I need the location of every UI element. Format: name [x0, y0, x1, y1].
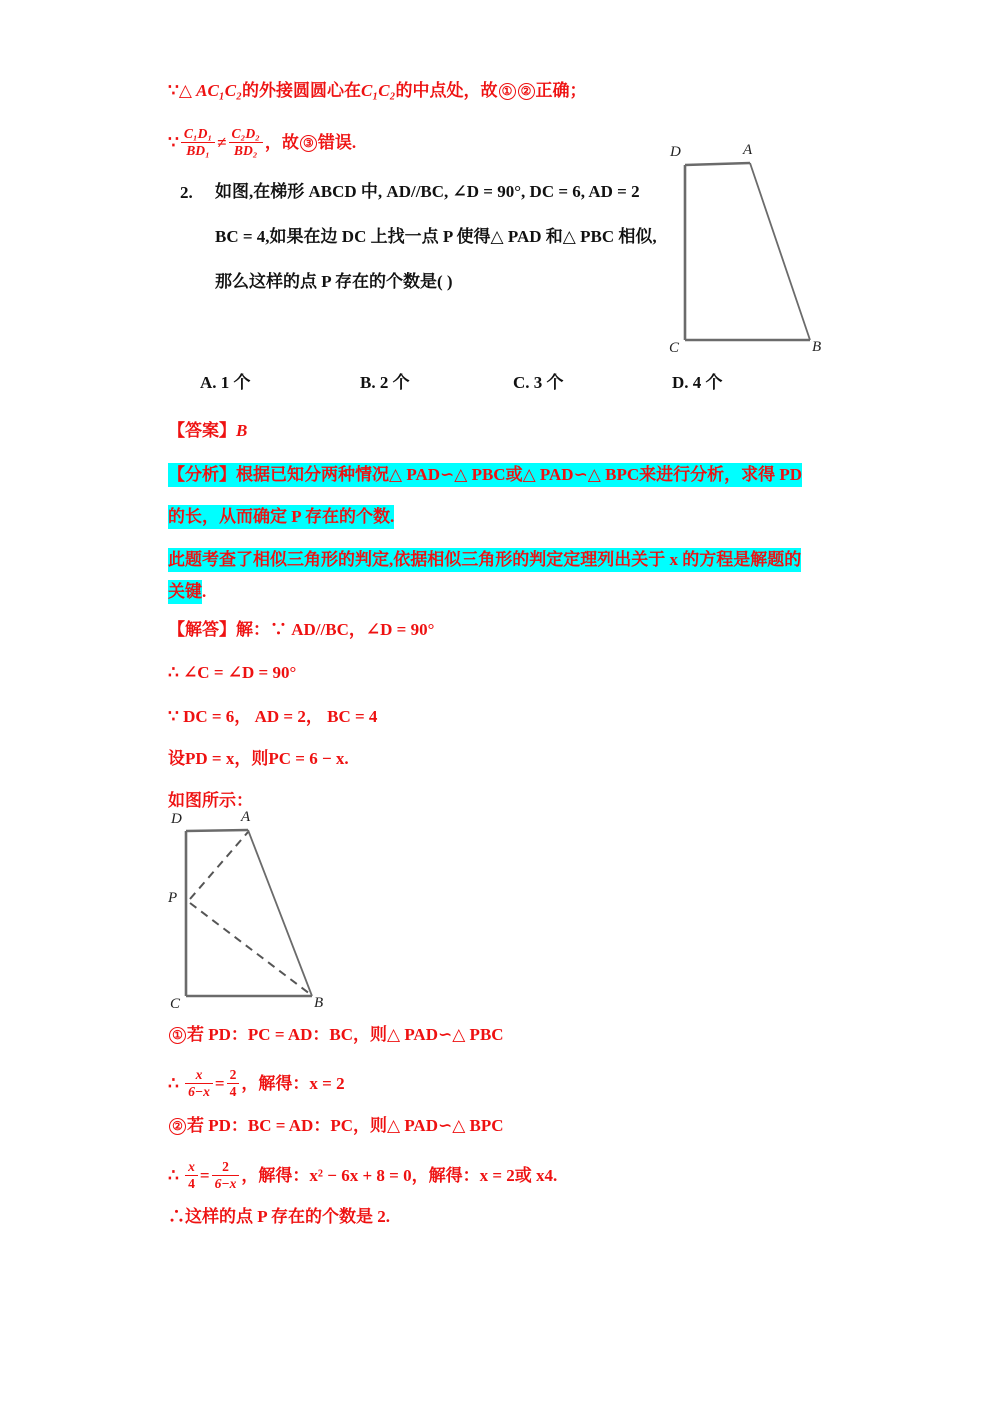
fraction-denominator: 6−x — [214, 1176, 237, 1192]
option-d[interactable] — [672, 368, 723, 393]
segment-ab — [750, 163, 810, 340]
fraction-x-over-6-minus-x — [185, 1068, 213, 1100]
figure2-label-a: A — [241, 809, 251, 825]
fraction-c1d1-bd1 — [181, 127, 215, 159]
circled-number-1: ① — [499, 83, 516, 100]
answer-label: 【答案】 — [168, 421, 236, 440]
analysis-label: 【分析】 — [168, 465, 236, 484]
fraction-numerator: C₂D₂ — [229, 127, 263, 143]
case-2-text: 若 PD：BC = AD：PC，则△ PAD∽△ BPC — [187, 1116, 504, 1135]
header-line-1 — [168, 82, 587, 100]
option-b[interactable] — [360, 368, 410, 393]
option-a[interactable] — [200, 368, 251, 393]
option-c-value: 3 个 — [533, 373, 564, 392]
fraction-c2d2-bd2 — [229, 127, 263, 159]
case-2-eq-prefix: ∴ — [168, 1166, 184, 1186]
figure2-label-b: B — [314, 995, 324, 1011]
question-line-3: 那么这样的点 P 存在的个数是( ) — [215, 272, 453, 291]
figure1-label-b: B — [812, 339, 822, 355]
analysis-line-4-highlight: 关键 — [168, 580, 202, 604]
analysis-line-4-tail: . — [202, 582, 207, 601]
answer-line — [168, 422, 247, 439]
analysis-line-1 — [168, 466, 802, 483]
dashed-segment-pb — [190, 903, 310, 994]
figure-trapezoid-abcd — [660, 140, 860, 370]
option-b-key: B. — [360, 373, 376, 392]
case-1-eq-mid: = — [214, 1074, 225, 1094]
fraction-numerator: 2 — [227, 1068, 240, 1084]
option-a-key: A. — [200, 373, 217, 392]
header-line1-mid: 的外接圆圆心在 — [242, 81, 362, 100]
header-line2-tail-pre: ，故 — [264, 133, 299, 153]
header-line1-prefix: ∵△ — [168, 81, 197, 100]
circled-number-3: ③ — [300, 135, 317, 152]
header-line1-tail: 正确； — [535, 81, 587, 100]
solution-step-2: ∵ DC = 6， AD = 2， BC = 4 — [168, 707, 378, 726]
dashed-segment-pa — [190, 832, 248, 899]
solution-intro: 解：∵ AD//BC，∠D = 90° — [236, 620, 435, 639]
header-line1-segment: C₁C₂ — [361, 81, 396, 100]
fraction-denominator: BD₁ — [186, 143, 210, 159]
analysis-line-4 — [168, 583, 206, 600]
fraction-numerator: 2 — [212, 1160, 240, 1176]
solution-step-1: ∴ ∠C = ∠D = 90° — [168, 663, 297, 682]
fraction-denominator: 4 — [229, 1084, 237, 1100]
header-line1-triangle-label: AC₁C₂ — [196, 81, 243, 100]
figure1-label-c: C — [669, 340, 680, 356]
fraction-denominator: 4 — [188, 1176, 195, 1192]
analysis-line-2 — [168, 508, 394, 525]
figure1-label-a: A — [743, 142, 753, 158]
question-line-1: 如图,在梯形 ABCD 中, AD//BC, ∠D = 90°, DC = 6, AD = 2 — [215, 182, 640, 201]
case-2-eq-mid: = — [199, 1166, 210, 1186]
analysis-line-1-text — [168, 463, 802, 487]
figure1-label-d: D — [670, 144, 681, 160]
option-d-value: 4 个 — [692, 373, 723, 392]
fraction-2-over-6-minus-x — [212, 1160, 240, 1192]
fraction-2-over-4 — [227, 1068, 240, 1100]
case-1-eq-prefix: ∴ — [168, 1074, 184, 1094]
case-1-eq-tail: ，解得：x = 2 — [241, 1074, 345, 1094]
circled-number-2: ② — [518, 83, 535, 100]
case-1-line — [168, 1026, 504, 1044]
fraction-numerator: x — [185, 1160, 198, 1176]
segment-da — [685, 163, 750, 165]
fraction-denominator: BD₂ — [233, 143, 258, 159]
circled-number-1-case: ① — [169, 1027, 186, 1044]
header-line2-relation: ≠ — [217, 133, 227, 153]
option-b-value: 2 个 — [379, 373, 410, 392]
option-c-key: C. — [513, 373, 530, 392]
case-2-eq-tail: ，解得：x² − 6x + 8 = 0，解得：x = 2或 x4. — [241, 1166, 558, 1186]
question-number: 2. — [180, 183, 193, 202]
solution-conclusion: ∴这样的点 P 存在的个数是 2. — [168, 1207, 390, 1226]
option-a-value: 1 个 — [220, 373, 251, 392]
question-line-2: BC = 4,如果在边 DC 上找一点 P 使得△ PAD 和△ PBC 相似, — [215, 227, 657, 246]
header-line1-mid2: 的中点处，故 — [395, 81, 498, 100]
analysis-line-2-text: 的长，从而确定 P 存在的个数. — [168, 505, 394, 529]
solution-label: 【解答】 — [168, 620, 236, 639]
case-2-line — [168, 1117, 504, 1135]
fraction-numerator: x — [185, 1068, 213, 1084]
fraction-numerator: C₁D₁ — [181, 127, 215, 143]
case-1-text: 若 PD：PC = AD：BC，则△ PAD∽△ PBC — [187, 1025, 504, 1044]
solution-intro-line — [168, 621, 434, 638]
case-2-equation — [168, 1160, 557, 1192]
solution-step-3: 设PD = x，则PC = 6 − x. — [168, 749, 349, 768]
header-line2-tail: 错误. — [317, 133, 357, 153]
answer-value: B — [236, 421, 248, 440]
circled-number-2-case: ② — [169, 1118, 186, 1135]
option-c[interactable] — [513, 368, 564, 393]
analysis-line-3-text: 此题考查了相似三角形的判定,依据相似三角形的判定定理列出关于 x 的方程是解题的 — [168, 548, 801, 572]
analysis-line-1-body: 根据已知分两种情况△ PAD∽△ PBC或△ PAD∽△ BPC来进行分析，求得 PD — [236, 465, 803, 484]
segment-da — [186, 830, 248, 831]
fraction-denominator: 6−x — [188, 1084, 210, 1100]
case-1-equation — [168, 1068, 345, 1100]
header-line2-prefix: ∵ — [168, 133, 179, 153]
solution-figure-caption: 如图所示： — [168, 791, 253, 810]
analysis-line-3 — [168, 551, 801, 568]
figure2-label-p: P — [168, 890, 178, 906]
figure-trapezoid-with-point-p — [160, 810, 370, 1020]
option-d-key: D. — [672, 373, 689, 392]
header-line-2 — [168, 127, 356, 159]
figure2-label-d: D — [171, 811, 182, 827]
fraction-x-over-4 — [185, 1160, 198, 1192]
figure2-label-c: C — [170, 996, 181, 1012]
